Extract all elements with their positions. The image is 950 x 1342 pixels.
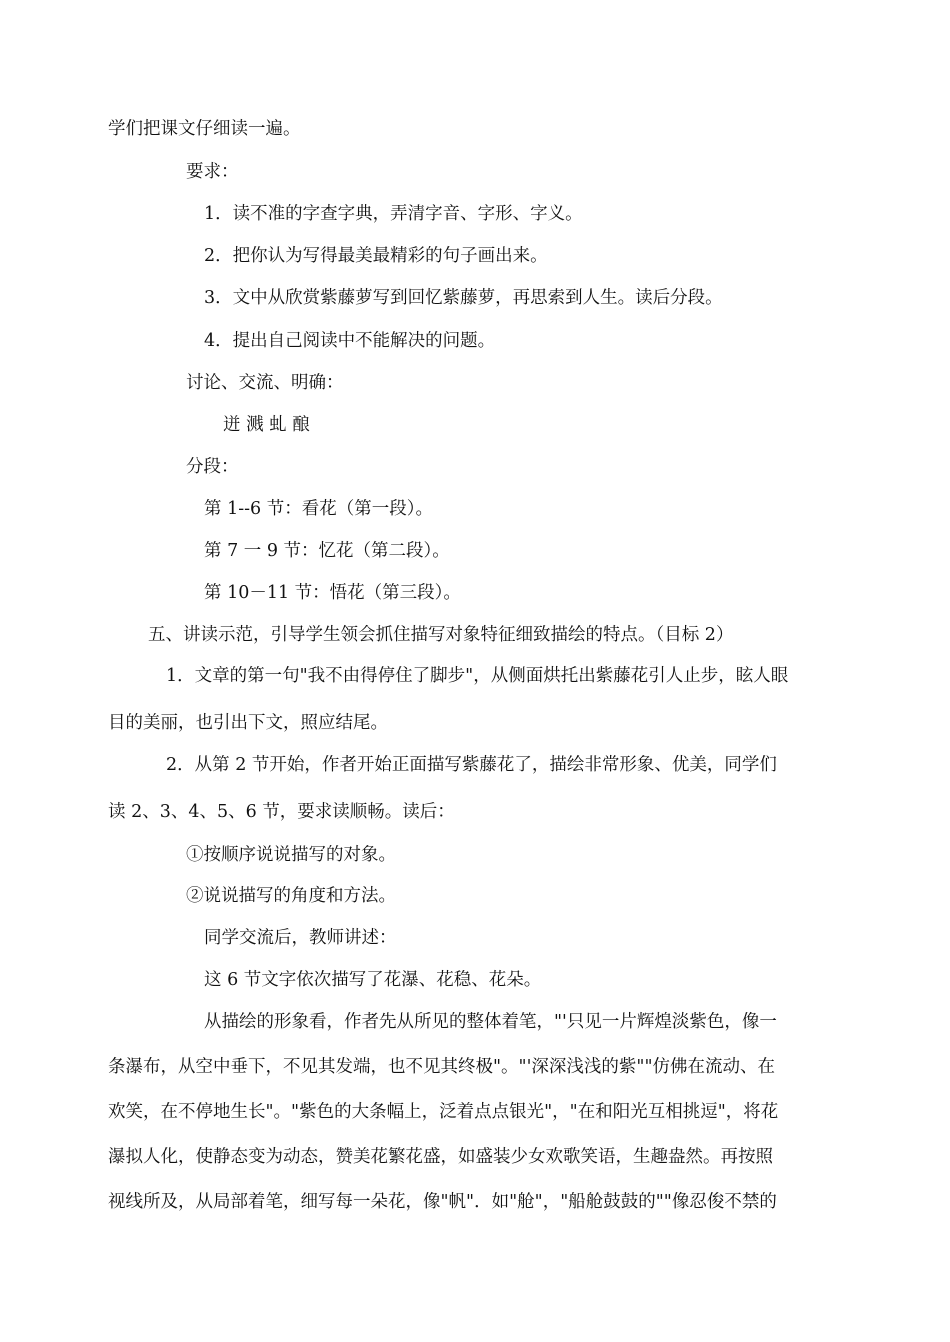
list-item: 1．读不准的字查字典，弄清字音、字形、字义。 [204, 204, 583, 224]
text-line: 视线所及，从局部着笔，细写每一朵花，像"帆"．如"舱"，"船舱鼓鼓的""像忍俊不禁的 [108, 1192, 777, 1212]
text-line: 目的美丽，也引出下文，照应结尾。 [108, 713, 388, 733]
text-line: 这 6 节文字依次描写了花瀑、花稳、花朵。 [204, 970, 542, 990]
list-item: 4．提出自己阅读中不能解决的问题。 [204, 331, 496, 351]
list-item: 第 1--6 节：看花（第一段）。 [204, 499, 433, 519]
text-line: 分段： [186, 457, 239, 477]
list-item: 第 10－11 节：悟花（第三段）。 [204, 583, 461, 603]
text-line: 读 2、3、4、5、6 节，要求读顺畅。读后： [108, 802, 455, 822]
list-item: 第 7 一 9 节：忆花（第二段）。 [204, 541, 450, 561]
text-line: 欢笑，在不停地生长"。"紫色的大条幅上，泛着点点银光"，"在和阳光互相挑逗"，将花 [108, 1102, 779, 1122]
text-line: 讨论、交流、明确： [186, 373, 344, 393]
text-line: 同学交流后，教师讲述： [204, 928, 397, 948]
text-line: 要求： [186, 162, 239, 182]
list-item: 3．文中从欣赏紫藤萝写到回忆紫藤萝，再思索到人生。读后分段。 [204, 288, 723, 308]
text-line: 2．从第 2 节开始，作者开始正面描写紫藤花了，描绘非常形象、优美，同学们 [166, 755, 777, 775]
list-item: ①按顺序说说描写的对象。 [186, 845, 396, 865]
text-line: 学们把课文仔细读一遍。 [108, 119, 301, 139]
section-heading: 五、讲读示范，引导学生领会抓住描写对象特征细致描绘的特点。（目标 2） [148, 625, 734, 645]
list-item: ②说说描写的角度和方法。 [186, 886, 396, 906]
text-line: 1．文章的第一句"我不由得停住了脚步"，从侧面烘托出紫藤花引人止步，眩人眼 [166, 666, 789, 686]
list-item: 2．把你认为写得最美最精彩的句子画出来。 [204, 246, 548, 266]
text-line: 瀑拟人化，使静态变为动态，赞美花繁花盛，如盛装少女欢歌笑语，生趣盎然。再按照 [108, 1147, 773, 1167]
text-line: 迸 溅 虬 酿 [223, 415, 310, 435]
text-line: 条瀑布，从空中垂下，不见其发端，也不见其终极"。"'深深浅浅的紫""仿佛在流动、在 [108, 1057, 776, 1077]
text-line: 从描绘的形象看，作者先从所见的整体着笔，"'只见一片辉煌淡紫色，像一 [204, 1012, 777, 1032]
